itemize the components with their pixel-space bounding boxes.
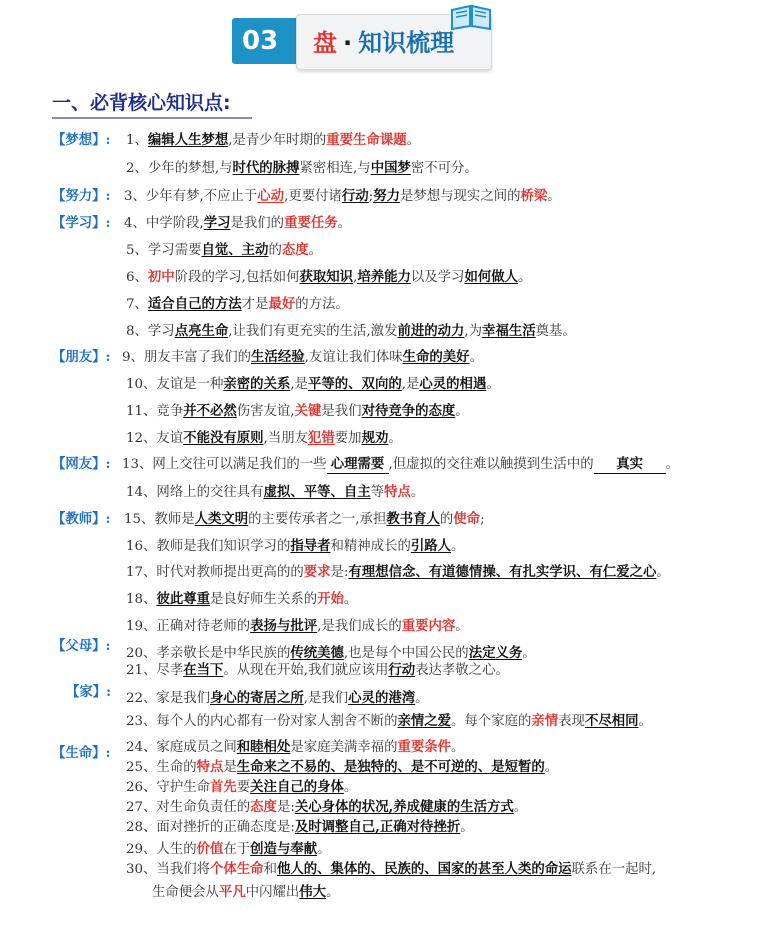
item-text: 10、友谊是一种 xyxy=(126,377,224,392)
knowledge-item xyxy=(126,590,357,609)
item-text: ,但虚拟的交往难以触摸到生活中的 xyxy=(388,457,594,472)
knowledge-item xyxy=(126,241,322,260)
item-text: 3、少年有梦,不应止于 xyxy=(124,189,258,204)
key-term: 伟大 xyxy=(299,884,327,900)
item-text: 阶段的学习,包括如何 xyxy=(174,270,300,285)
knowledge-item xyxy=(126,322,576,341)
item-text: 奠基。 xyxy=(535,324,576,339)
category-label: 【父母】: xyxy=(52,638,111,654)
item-text: 。 xyxy=(337,216,352,231)
key-term: 态度 xyxy=(250,799,277,815)
item-text: 。 xyxy=(513,800,528,815)
item-text: 13、网上交往可以满足我们的一些 xyxy=(122,457,327,472)
category-label: 【朋友】: xyxy=(52,349,111,365)
section-heading: 一、必背核心知识点: xyxy=(52,92,231,114)
key-term: 心灵的港湾 xyxy=(348,690,416,706)
category-label: 【学习】: xyxy=(52,215,111,231)
item-text: 9、朋友丰富了我们的 xyxy=(122,350,252,365)
key-term: 亲情 xyxy=(531,713,559,729)
key-term: 平凡 xyxy=(218,884,246,900)
item-text: 14、网络上的交往具有 xyxy=(126,485,264,500)
item-text: 联系在一起时, xyxy=(571,862,657,877)
key-term: 彼此尊重 xyxy=(156,591,210,607)
item-text: 。 xyxy=(486,377,500,392)
key-term: 努力 xyxy=(373,188,400,204)
item-text: 是我们的 xyxy=(230,216,285,231)
key-term: 适合自己的方法 xyxy=(147,296,242,312)
item-text: 紧密相连,与 xyxy=(299,161,371,176)
item-text: 。 xyxy=(469,350,483,365)
item-text: 是我们 xyxy=(321,404,362,419)
key-term: 心动 xyxy=(257,188,285,204)
item-text: 17、时代对教师提出更高的的 xyxy=(126,565,304,580)
item-text: 27、对生命负责任的 xyxy=(126,800,251,815)
header-banner xyxy=(232,14,494,72)
key-term: 指导者 xyxy=(290,538,331,554)
knowledge-item xyxy=(126,131,420,150)
item-text: 。 xyxy=(547,189,561,204)
knowledge-item xyxy=(126,429,402,448)
knowledge-item xyxy=(126,402,469,421)
key-term: 如何做人 xyxy=(464,269,518,285)
knowledge-item xyxy=(122,348,483,367)
item-text: 。每个家庭的 xyxy=(451,714,532,729)
key-term: 创造与奉献 xyxy=(250,841,318,857)
item-text: 6、 xyxy=(126,270,148,285)
key-term: 初中 xyxy=(147,269,175,285)
item-text: 密不可分。 xyxy=(410,161,478,176)
item-text: 8、学习 xyxy=(126,324,175,339)
key-term: 编辑人生梦想 xyxy=(147,132,229,148)
item-text: 23、每个人的内心都有一份对家人割舍不断的 xyxy=(126,714,398,729)
item-text: 要加 xyxy=(334,431,362,446)
item-text: , xyxy=(353,270,358,285)
key-term: 规劝 xyxy=(361,430,389,446)
key-term: 虚拟、平等、自主 xyxy=(263,484,371,500)
category-label: 【家】: xyxy=(66,684,112,700)
item-text: ; xyxy=(368,189,374,204)
knowledge-item xyxy=(122,455,679,474)
item-text: 才是 xyxy=(241,297,269,312)
knowledge-item xyxy=(126,617,469,636)
item-text: 11、竞争 xyxy=(126,404,184,419)
item-text: ,让我们有更充实的生活,激发 xyxy=(228,324,398,339)
item-text: 。 xyxy=(455,404,469,419)
key-term: 首先 xyxy=(210,779,237,795)
key-term: 开始 xyxy=(317,591,344,607)
key-term: 点亮生命 xyxy=(174,323,229,339)
key-term: 要求 xyxy=(303,564,331,580)
book-icon xyxy=(450,4,492,30)
knowledge-item xyxy=(126,268,531,287)
item-text: 。从现在开始,我们就应该用 xyxy=(223,663,389,678)
item-text: 18、 xyxy=(126,592,157,607)
key-term: 学习 xyxy=(203,215,231,231)
key-term: 关注自己的身体 xyxy=(250,779,344,795)
key-term: 价值 xyxy=(196,841,224,857)
item-text: 7、 xyxy=(126,297,148,312)
key-term: 生命的美好 xyxy=(402,349,470,365)
key-term: 获取知识 xyxy=(299,269,354,285)
item-text: 16、教师是我们知识学习的 xyxy=(126,539,291,554)
key-term: 重要任务 xyxy=(284,215,338,231)
key-term: 重要内容 xyxy=(401,618,456,634)
knowledge-item xyxy=(152,883,339,902)
item-text: ,为 xyxy=(464,324,483,339)
item-text: 22、家是我们 xyxy=(126,691,210,706)
section-heading-underline xyxy=(52,117,252,119)
item-text: ,是 xyxy=(401,377,420,392)
fill-blank: 心理需要 xyxy=(327,455,389,474)
item-text: 。 xyxy=(638,714,652,729)
knowledge-item xyxy=(126,483,424,502)
item-text: 。 xyxy=(665,457,680,472)
key-term: 不尽相同 xyxy=(584,713,639,729)
key-term: 亲密的关系 xyxy=(223,376,291,392)
item-text: 是家庭美满幸福的 xyxy=(290,740,398,755)
item-text: 。 xyxy=(415,691,429,706)
item-text: 29、人生的 xyxy=(126,842,197,857)
item-text: 。 xyxy=(326,885,340,900)
key-term: 前进的动力 xyxy=(397,323,465,339)
knowledge-item xyxy=(126,563,670,582)
item-text: 要 xyxy=(236,780,251,795)
item-text: 12、友谊 xyxy=(126,431,184,446)
knowledge-item xyxy=(126,738,464,757)
item-text: 20、孝亲敬长是中华民族的 xyxy=(126,646,291,661)
knowledge-item xyxy=(126,818,474,837)
item-text: 25、生命的 xyxy=(126,760,197,775)
item-text: 2、少年的梦想,与 xyxy=(126,161,233,176)
item-text: 。 xyxy=(410,485,425,500)
item-text: 。 xyxy=(451,740,465,755)
knowledge-item xyxy=(126,537,464,556)
item-text: 的 xyxy=(439,512,454,527)
key-term: 亲情之爱 xyxy=(397,713,452,729)
item-text: 。 xyxy=(656,565,670,580)
item-text: 。 xyxy=(518,270,532,285)
item-text: 4、中学阶段, xyxy=(124,216,204,231)
category-label: 【教师】: xyxy=(52,511,111,527)
knowledge-item xyxy=(126,689,429,708)
key-term: 引路人 xyxy=(410,538,452,554)
category-label: 【生命】: xyxy=(52,745,111,761)
item-text: 的 xyxy=(268,243,282,258)
item-text: 。 xyxy=(317,842,331,857)
item-text: 伤害友谊, xyxy=(236,404,295,419)
item-text: 24、家庭成员之间 xyxy=(126,740,237,755)
item-text: 21、尽孝 xyxy=(126,663,184,678)
key-term: 平等的、双向的 xyxy=(308,376,402,392)
knowledge-item xyxy=(124,187,561,206)
key-term: 重要生命课题 xyxy=(326,132,407,148)
key-term: 桥梁 xyxy=(520,188,548,204)
item-text: 。 xyxy=(522,646,536,661)
key-term: 并不必然 xyxy=(183,403,237,419)
item-text: 表达孝敬之心。 xyxy=(415,663,509,678)
key-term: 幸福生活 xyxy=(482,323,536,339)
category-label: 【梦想】: xyxy=(52,132,111,148)
knowledge-item xyxy=(126,159,478,178)
key-term: 和睦相处 xyxy=(236,739,291,755)
key-term: 有理想信念、有道德情操、有扎实学识、有仁爱之心 xyxy=(348,564,657,580)
item-text: 的方法。 xyxy=(295,297,349,312)
title-dot: · xyxy=(343,29,353,57)
title-red-char: 盘 xyxy=(313,29,337,57)
item-text: 的主要传承者之一,承担 xyxy=(248,512,387,527)
category-label: 【网友】: xyxy=(52,456,111,472)
item-text: ,是 xyxy=(290,377,308,392)
item-text: ,当朋友 xyxy=(263,431,308,446)
item-text: 。 xyxy=(451,539,465,554)
item-text: 。 xyxy=(343,780,358,795)
item-text: 和 xyxy=(263,862,277,877)
item-text: 是良好师生关系的 xyxy=(210,592,318,607)
key-term: 教书育人 xyxy=(386,511,440,527)
item-text: ,是我们 xyxy=(303,691,349,706)
key-term: 犯错 xyxy=(308,430,335,446)
knowledge-item xyxy=(126,860,656,879)
knowledge-item xyxy=(124,214,351,233)
key-term: 重要条件 xyxy=(397,739,452,755)
key-term: 在当下 xyxy=(183,662,224,678)
item-text: 。 xyxy=(544,760,559,775)
knowledge-item xyxy=(126,778,357,797)
key-term: 人类文明 xyxy=(194,511,249,527)
item-text: 。 xyxy=(406,133,420,148)
item-text: 是梦想与现实之间的 xyxy=(399,189,521,204)
section-number: 03 xyxy=(232,18,304,64)
key-term: 行动 xyxy=(341,188,369,204)
item-text: 等 xyxy=(370,485,385,500)
item-text: ,是青少年时期的 xyxy=(228,133,327,148)
key-term: 中国梦 xyxy=(370,160,411,176)
item-text: 。 xyxy=(388,431,402,446)
title-blue-text: 知识梳理 xyxy=(358,29,455,57)
key-term: 关键 xyxy=(294,403,322,419)
item-text: 26、守护生命 xyxy=(126,780,210,795)
item-text: 在于 xyxy=(223,842,251,857)
item-text: 以及学习 xyxy=(410,270,465,285)
knowledge-item xyxy=(124,510,485,529)
item-text: 1、 xyxy=(126,133,148,148)
item-text: 30、当我们将 xyxy=(126,862,210,877)
key-term: 生活经验 xyxy=(251,349,305,365)
key-term: 培养能力 xyxy=(357,269,411,285)
knowledge-item xyxy=(126,712,652,731)
item-text: 19、正确对待老师的 xyxy=(126,619,251,634)
fill-blank: 真实 xyxy=(594,455,666,474)
key-term: 不能没有原则 xyxy=(183,430,264,446)
item-text: ,也是每个中国公民的 xyxy=(343,646,469,661)
item-text: 。 xyxy=(308,243,322,258)
key-term: 特点 xyxy=(196,759,224,775)
key-term: 个体生命 xyxy=(210,861,264,877)
item-text: 。 xyxy=(460,820,474,835)
knowledge-item xyxy=(126,758,558,777)
knowledge-item xyxy=(126,295,349,314)
key-term: 表扬与批评 xyxy=(250,618,318,634)
key-term: 自觉、主动 xyxy=(201,242,269,258)
item-text: 中闪耀出 xyxy=(245,885,300,900)
key-term: 态度 xyxy=(281,242,309,258)
knowledge-item xyxy=(126,798,527,817)
key-term: 时代的脉搏 xyxy=(232,160,300,176)
item-text: 。 xyxy=(343,592,358,607)
item-text: 是: xyxy=(330,565,349,580)
knowledge-item xyxy=(126,375,500,394)
item-text: 和精神成长的 xyxy=(330,539,411,554)
item-text: 是 xyxy=(223,760,237,775)
key-term: 对待竞争的态度 xyxy=(361,403,456,419)
item-text: 是: xyxy=(276,800,295,815)
item-text: ; xyxy=(480,512,485,527)
category-label: 【努力】: xyxy=(52,188,111,204)
key-term: 法定义务 xyxy=(468,645,523,661)
item-text: ,友谊让我们体味 xyxy=(304,350,403,365)
item-text: ,更要付诸 xyxy=(284,189,342,204)
key-term: 行动 xyxy=(388,662,416,678)
key-term: 传统美德 xyxy=(290,645,344,661)
item-text: 5、学习需要 xyxy=(126,243,202,258)
knowledge-item xyxy=(126,661,509,680)
key-term: 最好 xyxy=(268,296,296,312)
item-text: 15、教师是 xyxy=(124,512,195,527)
key-term: 身心的寄居之所 xyxy=(210,690,304,706)
knowledge-item xyxy=(126,840,331,859)
key-term: 生命来之不易的、是独特的、是不可逆的、是短暂的 xyxy=(236,759,545,775)
key-term: 他人的、集体的、民族的、国家的甚至人类的命运 xyxy=(276,861,572,877)
key-term: 心灵的相遇 xyxy=(419,376,487,392)
item-text: 表现 xyxy=(558,714,585,729)
key-term: 关心身体的状况,养成健康的生活方式 xyxy=(294,799,514,815)
item-text: ,是我们成长的 xyxy=(317,619,402,634)
item-text: 28、面对挫折的正确态度是: xyxy=(126,820,295,835)
item-text: 。 xyxy=(455,619,469,634)
key-term: 特点 xyxy=(384,484,411,500)
key-term: 使命 xyxy=(453,511,481,527)
key-term: 及时调整自己,正确对待挫折 xyxy=(294,819,461,835)
item-text: 生命便会从 xyxy=(152,885,219,900)
